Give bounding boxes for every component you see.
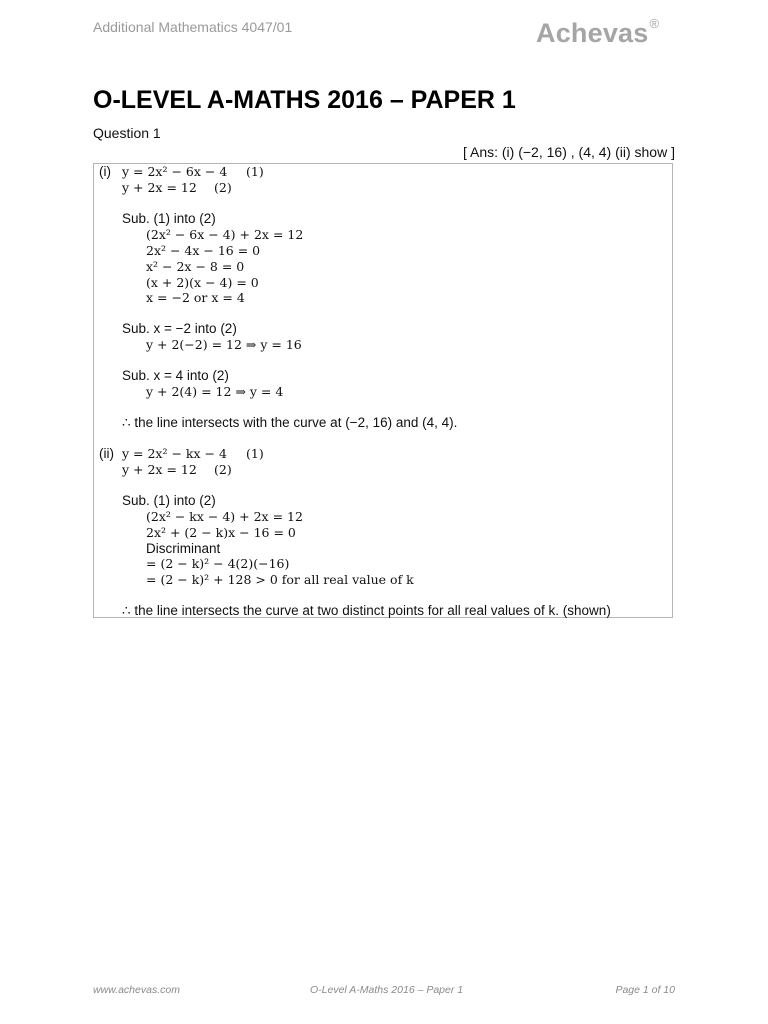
footer-page-number: Page 1 of 10 [615,984,675,996]
part-ii-conclusion: ∴ the line intersects the curve at two distinct points for all real values of k. (shown) [122,603,611,618]
part-i-eq2-tag: (2) [214,180,232,195]
part-ii-step: Discriminant [146,541,221,556]
part-i-sub-text: Sub. (1) into (2) [122,211,216,226]
part-ii-sub-text: Sub. (1) into (2) [122,493,216,508]
footer-doc-title: O-Level A-Maths 2016 – Paper 1 [310,984,464,996]
part-ii-eq2: y + 2x = 12 [122,462,197,477]
brand-name: Achevas [536,18,649,48]
part-i-eq2: y + 2x = 12 [122,180,197,195]
part-ii-step: = (2 − k)² + 128 > 0 for all real value of k [146,572,414,587]
part-i-sub-x2-text: Sub. x = 4 into (2) [122,368,229,383]
page-title: O-LEVEL A-MATHS 2016 – PAPER 1 [93,86,516,114]
part-i-step: (x + 2)(x − 4) = 0 [146,275,259,290]
footer-website: www.achevas.com [93,984,180,996]
part-ii-eq1: y = 2x² − kx − 4 [122,446,227,461]
header-subject: Additional Mathematics 4047/01 [93,19,293,35]
part-ii-step: 2x² + (2 − k)x − 16 = 0 [146,525,296,540]
part-i-step: 2x² − 4x − 16 = 0 [146,243,261,258]
part-i-label: (i) [99,164,111,179]
answer-summary: [ Ans: (i) (−2, 16) , (4, 4) (ii) show ] [462,144,675,160]
part-i-conclusion: ∴ the line intersects with the curve at (−2, 16) and (4, 4). [122,415,458,430]
part-ii-step: (2x² − kx − 4) + 2x = 12 [146,509,303,524]
part-ii-eq1-tag: (1) [246,446,264,461]
part-i-sub-x1-text: Sub. x = −2 into (2) [122,321,237,336]
part-i-eq1-tag: (1) [246,164,264,179]
part-i-step: x = −2 or x = 4 [146,290,245,305]
part-i-eq1: y = 2x² − 6x − 4 [122,164,228,179]
registered-mark: ® [649,16,660,31]
brand-logo [536,18,659,49]
part-i-step: x² − 2x − 8 = 0 [146,259,245,274]
part-ii-eq2-tag: (2) [214,462,232,477]
part-i-step: (2x² − 6x − 4) + 2x = 12 [146,227,304,242]
part-i-sub-x2-result: y + 2(4) = 12 ⇒ y = 4 [146,384,284,399]
part-i-sub-x1-result: y + 2(−2) = 12 ⇒ y = 16 [146,337,302,352]
part-ii-label: (ii) [99,446,114,461]
part-ii-step: = (2 − k)² − 4(2)(−16) [146,556,290,571]
question-label: Question 1 [93,125,161,141]
